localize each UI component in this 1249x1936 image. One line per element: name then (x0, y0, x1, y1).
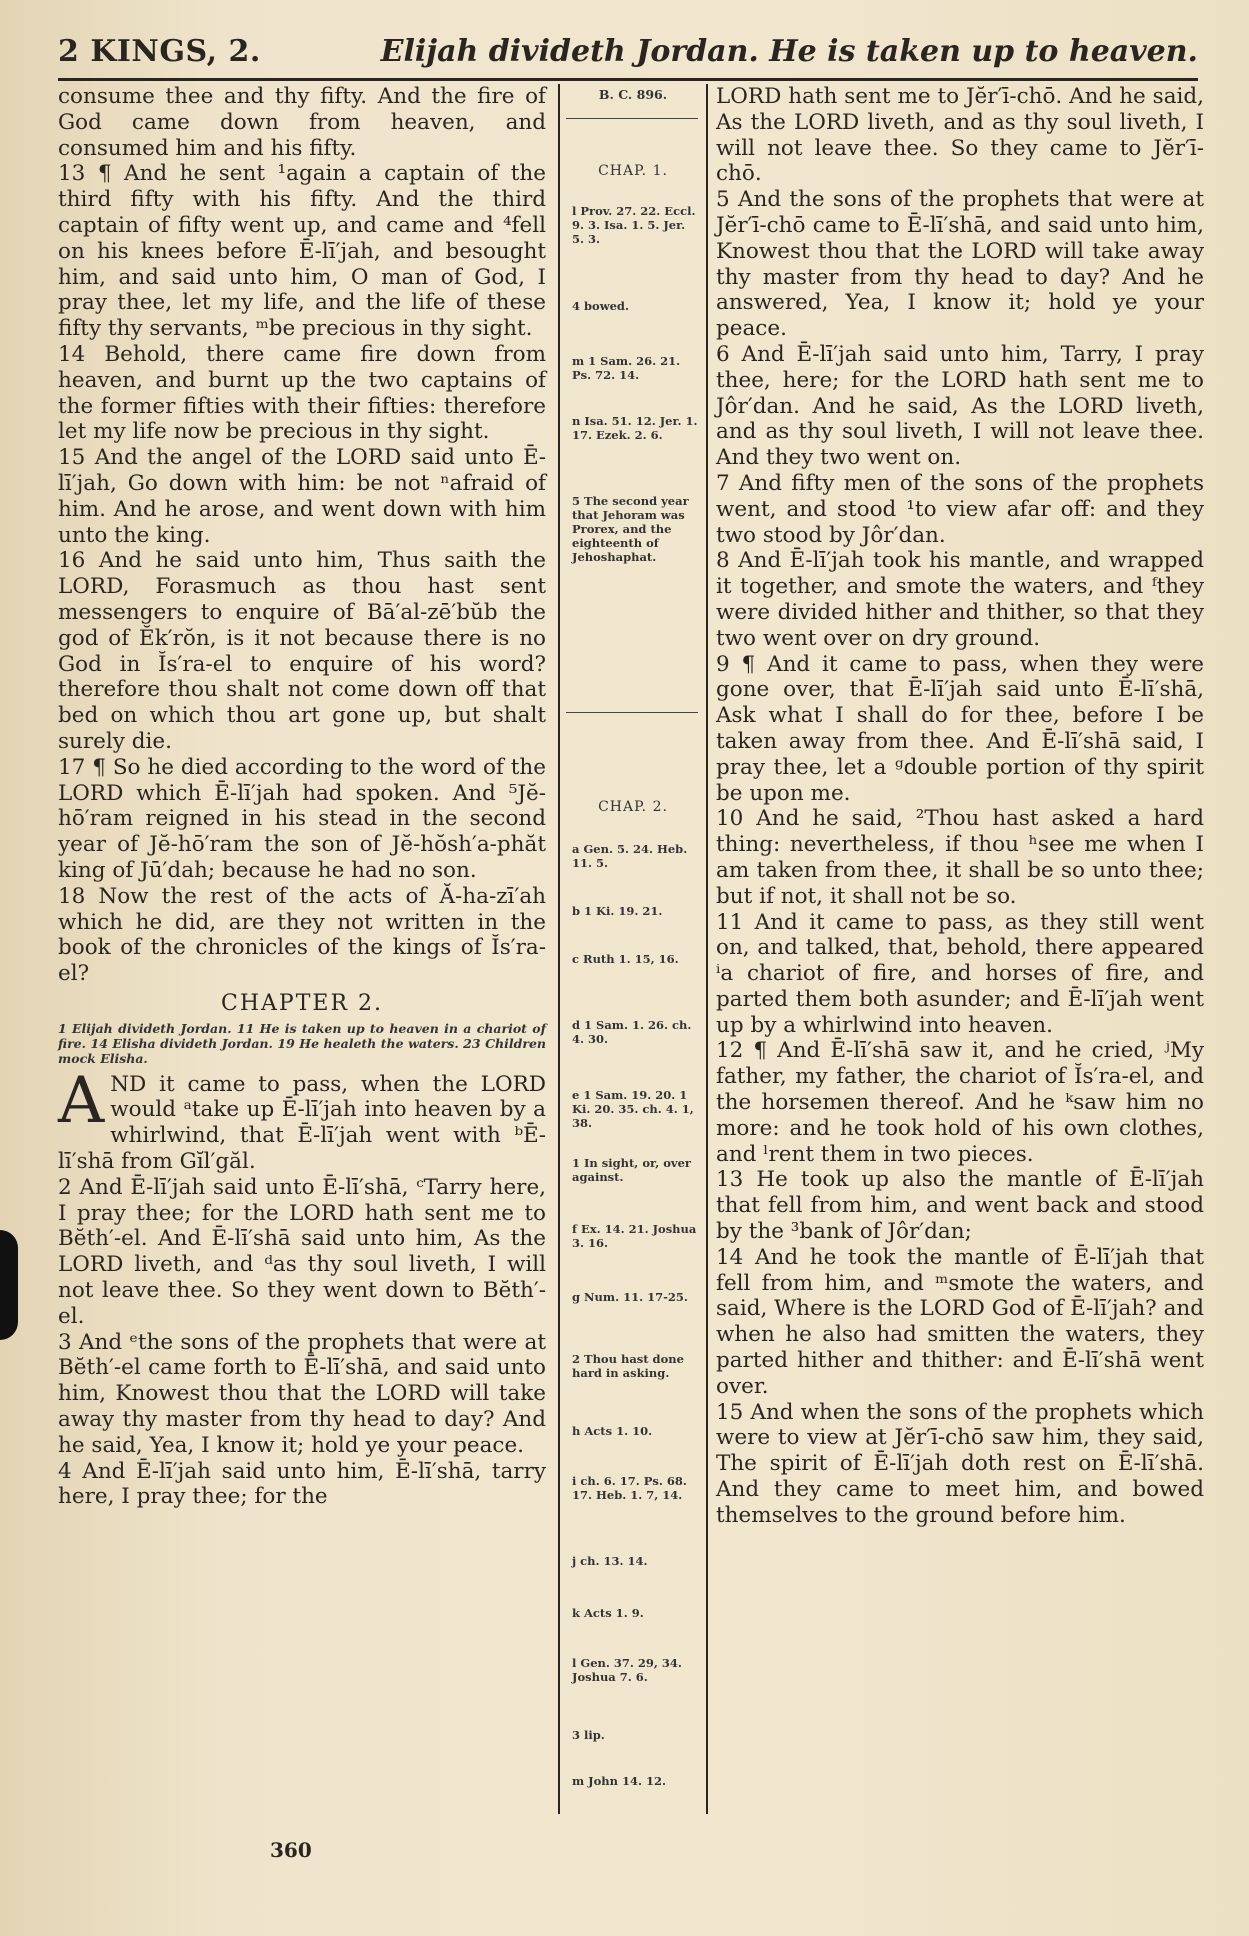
cross-reference: 3 lip. (572, 1728, 605, 1742)
verse: 17 ¶ So he died according to the word of the LORD which Ē-lī′jah had spoken. And ⁵Jĕ-hō′ram reigned in his stead in the second year of Jĕ-hō′ram the son of Jĕ-hŏsh′a-phăt king of Jū′dah; because he had no son. (58, 754, 546, 883)
verse: 18 Now the rest of the acts of Ă-ha-zī′ah which he did, are they not written in the book of the chronicles of the kings of Ĭs′ra-el? (58, 883, 546, 987)
verse: consume thee and thy fifty. And the fire of God came down from heaven, and consumed him and his fifty. (58, 84, 546, 161)
cross-reference: m 1 Sam. 26. 21. Ps. 72. 14. (572, 354, 681, 382)
right-text-column (716, 84, 1204, 1529)
verse: 15 And the angel of the LORD said unto Ē-lī′jah, Go down with him: be not ⁿafraid of him. And he arose, and went down with him unto the king. (58, 445, 546, 548)
cross-reference: l Prov. 27. 22. Eccl. 9. 3. Isa. 1. 5. Jer. 5. 3. (572, 204, 696, 246)
verse: 3 And ᵉthe sons of the prophets that were at Bĕth′-el came forth to Ē-lī′shā, and said unto him, Knowest thou that the LORD will take away thy master from thy head to day? And he said, Yea, I know it; hold ye your peace. (58, 1329, 546, 1458)
chapter-summary: 1 Elijah divideth Jordan. 11 He is taken up to heaven in a chariot of fire. 14 Elisha divideth Jordan. 19 He healeth the waters. 23 Children mock Elisha. (58, 1020, 546, 1066)
verse: 9 ¶ And it came to pass, when they were gone over, that Ē-lī′jah said unto Ē-lī′shā, Ask what I shall do for thee, before I be taken away from thee. And Ē-lī′shā said, I pray thee, let a ᵍdouble portion of thy spirit be upon me. (716, 651, 1204, 806)
cross-reference: a Gen. 5. 24. Heb. 11. 5. (572, 842, 688, 870)
verse: 14 Behold, there came fire down from heaven, and burnt up the two captains of the former fifties with their fifties: therefore let my life now be precious in thy sight. (58, 341, 546, 445)
verse: 5 And the sons of the prophets that were at Jĕr′ī-chō came to Ē-lī′shā, and said unto him, Knowest thou that the LORD will take away thy master from thy head to day? And he answered, Yea, I know it; hold ye your peace. (716, 187, 1204, 342)
verse: 16 And he said unto him, Thus saith the LORD, Forasmuch as thou hast sent messengers to enquire of Bā′al-zē′bŭb the god of Ĕk′rŏn, is it not because there is no God in Ĭs′ra-el to enquire of his word? therefore thou shalt not come down off that bed on which thou art gone up, but shalt surely die. (58, 548, 546, 754)
divider (566, 118, 698, 119)
verse: 6 And Ē-lī′jah said unto him, Tarry, I pray thee, here; for the LORD hath sent me to Jôr′dan. And he said, As the LORD liveth, and as thy soul liveth, I will not leave thee. And they two went on. (716, 341, 1204, 471)
verse-opening (58, 1063, 546, 1175)
cross-reference: d 1 Sam. 1. 26. ch. 4. 30. (572, 1018, 692, 1046)
verse: 2 And Ē-lī′jah said unto Ē-lī′shā, ᶜTarry here, I pray thee; for the LORD hath sent me to Bĕth′-el. And Ē-lī′shā said unto him, As the LORD liveth, and ᵈas thy soul liveth, I will not leave thee. So they went down to Bĕth′-el. (58, 1174, 546, 1329)
divider (566, 712, 698, 713)
chap-label: CHAP. 2. (598, 799, 668, 815)
opening-text: ND it came to pass, when the LORD would ᵃtake up Ē-lī′jah into heaven by a whirlwind, that Ē-lī′jah went with ᵇĒ-lī′shā from Gĭl′găl. (58, 1071, 546, 1175)
cross-reference: g Num. 11. 17-25. (572, 1290, 688, 1304)
cross-reference: n Isa. 51. 12. Jer. 1. 17. Ezek. 2. 6. (572, 414, 698, 442)
cross-reference: e 1 Sam. 19. 20. 1 Ki. 20. 35. ch. 4. 1, 38. (572, 1088, 694, 1130)
verse: 4 And Ē-lī′jah said unto him, Ē-lī′shā, tarry here, I pray thee; for the (58, 1458, 546, 1510)
cross-reference: 4 bowed. (572, 299, 629, 313)
verse: 13 ¶ And he sent ¹again a captain of the third fifty with his fifty. And the third captain of fifty went up, and came and ⁴fell on his knees before Ē-lī′jah, and besought him, and said unto him, O man of God, I pray thee, let my life, and the life of these fifty thy servants, ᵐbe precious in thy sight. (58, 161, 546, 342)
cross-reference: b 1 Ki. 19. 21. (572, 904, 663, 918)
cross-reference: k Acts 1. 9. (572, 1606, 644, 1620)
cross-reference: i ch. 6. 17. Ps. 68. 17. Heb. 1. 7, 14. (572, 1474, 687, 1502)
cross-reference: f Ex. 14. 21. Joshua 3. 16. (572, 1222, 697, 1250)
verse: 8 And Ē-lī′jah took his mantle, and wrapped it together, and smote the waters, and ᶠthey were divided hither and thither, so that they two went over on dry ground. (716, 548, 1204, 651)
date-marker: B. C. 896. (598, 87, 668, 102)
chap-label: CHAP. 1. (598, 163, 668, 179)
page-topic-title: Elijah divideth Jordan. He is taken up to heaven. (380, 34, 1198, 69)
verse: 7 And fifty men of the sons of the prophets went, and stood ¹to view afar off: and they two stood by Jôr′dan. (716, 470, 1204, 548)
cross-reference: j ch. 13. 14. (572, 1554, 648, 1568)
verse: 10 And he said, ²Thou hast asked a hard thing: nevertheless, if thou ʰsee me when I am taken from thee, it shall be so unto thee; but if not, it shall not be so. (716, 806, 1204, 909)
verse: 15 And when the sons of the prophets which were to view at Jĕr′ī-chō saw him, they said, The spirit of Ē-lī′jah doth rest on Ē-lī′shā. And they came to meet him, and bowed themselves to the ground before him. (716, 1399, 1204, 1528)
verse: 14 And he took the mantle of Ē-lī′jah that fell from him, and ᵐsmote the waters, and said, Where is the LORD God of Ē-lī′jah? and when he also had smitten the waters, they parted hither and thither: and Ē-lī′shā went over. (716, 1244, 1204, 1399)
binding-shadow (0, 1230, 18, 1340)
center-reference-column (558, 84, 708, 1814)
cross-reference: l Gen. 37. 29, 34. Joshua 7. 6. (572, 1656, 682, 1684)
verse: 12 ¶ And Ē-lī′shā saw it, and he cried, ʲMy father, my father, the chariot of Ĭs′ra-el, and the horsemen thereof. And he ᵏsaw him no more: and he took hold of his own clothes, and ˡrent them in two pieces. (716, 1038, 1204, 1167)
verse: LORD hath sent me to Jĕr′ī-chō. And he said, As the LORD liveth, and as thy soul liveth, I will not leave thee. So they came to Jĕr′ī-chō. (716, 84, 1204, 187)
cross-reference: 1 In sight, or, over against. (572, 1156, 691, 1184)
running-header (58, 28, 1198, 81)
verse: 13 He took up also the mantle of Ē-lī′jah that fell from him, and went back and stood by the ³bank of Jôr′dan; (716, 1167, 1204, 1245)
left-text-column (58, 84, 546, 1510)
verse: 11 And it came to pass, as they still went on, and talked, that, behold, there appeared ⁱa chariot of fire, and horses of fire, and parted them both asunder; and Ē-lī′jah went up by a whirlwind into heaven. (716, 909, 1204, 1038)
book-chapter-title: 2 KINGS, 2. (58, 34, 261, 69)
cross-reference: m John 14. 12. (572, 1774, 667, 1788)
drop-cap: A (58, 1063, 105, 1138)
cross-reference: 5 The second year that Jehoram was Prorex, and the eighteenth of Jehoshaphat. (572, 494, 689, 564)
cross-reference: c Ruth 1. 15, 16. (572, 952, 679, 966)
cross-reference: h Acts 1. 10. (572, 1424, 653, 1438)
page-number: 360 (270, 1838, 312, 1862)
chapter-heading: CHAPTER 2. (221, 990, 383, 1016)
cross-reference: 2 Thou hast done hard in asking. (572, 1352, 684, 1380)
